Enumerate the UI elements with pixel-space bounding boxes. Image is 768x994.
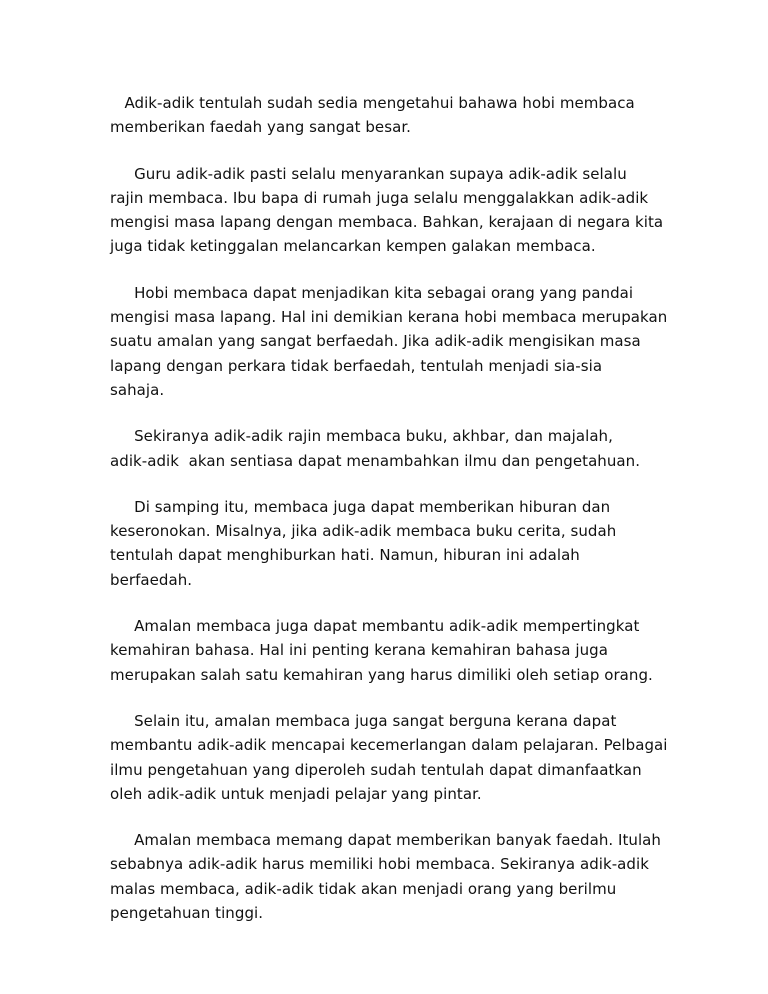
paragraph-5 bbox=[110, 495, 670, 592]
text-line: mengisi masa lapang dengan membaca. Bahkan, kerajaan di negara kita bbox=[110, 213, 664, 232]
text-line: Sekiranya adik-adik rajin membaca buku, akhbar, dan majalah, bbox=[110, 427, 613, 446]
text-line: adik-adik akan sentiasa dapat menambahkan ilmu dan pengetahuan. bbox=[110, 451, 641, 470]
text-line: memberikan faedah yang sangat besar. bbox=[110, 118, 411, 137]
text-line: kemahiran bahasa. Hal ini penting kerana kemahiran bahasa juga bbox=[110, 641, 608, 660]
text-line: Amalan membaca juga dapat membantu adik-adik mempertingkat bbox=[110, 617, 640, 636]
text-line: merupakan salah satu kemahiran yang harus dimiliki oleh setiap orang. bbox=[110, 665, 653, 684]
text-line: Guru adik-adik pasti selalu menyarankan supaya adik-adik selalu bbox=[110, 164, 627, 183]
text-line: Amalan membaca memang dapat memberikan banyak faedah. Itulah bbox=[110, 831, 661, 850]
text-line: oleh adik-adik untuk menjadi pelajar yang pintar. bbox=[110, 784, 482, 803]
text-line: tentulah dapat menghiburkan hati. Namun, hiburan ini adalah bbox=[110, 546, 580, 565]
paragraph-1 bbox=[110, 91, 670, 140]
paragraph-7 bbox=[110, 709, 670, 806]
text-line: Di samping itu, membaca juga dapat memberikan hiburan dan bbox=[110, 497, 611, 516]
text-line: berfaedah. bbox=[110, 570, 193, 589]
document-body bbox=[110, 91, 670, 947]
paragraph-6 bbox=[110, 614, 670, 687]
paragraph-2 bbox=[110, 162, 670, 259]
text-line: suatu amalan yang sangat berfaedah. Jika adik-adik mengisikan masa bbox=[110, 332, 641, 351]
text-line: juga tidak ketinggalan melancarkan kempen galakan membaca. bbox=[110, 237, 596, 256]
text-line: membantu adik-adik mencapai kecemerlangan dalam pelajaran. Pelbagai bbox=[110, 736, 668, 755]
text-line: lapang dengan perkara tidak berfaedah, tentulah menjadi sia-sia bbox=[110, 356, 603, 375]
text-line: rajin membaca. Ibu bapa di rumah juga selalu menggalakkan adik-adik bbox=[110, 188, 649, 207]
text-line: Selain itu, amalan membaca juga sangat berguna kerana dapat bbox=[110, 711, 617, 730]
text-line: keseronokan. Misalnya, jika adik-adik membaca buku cerita, sudah bbox=[110, 522, 617, 541]
text-line: Hobi membaca dapat menjadikan kita sebagai orang yang pandai bbox=[110, 283, 634, 302]
text-line: sahaja. bbox=[110, 380, 165, 399]
text-line: pengetahuan tinggi. bbox=[110, 904, 264, 923]
text-line: sebabnya adik-adik harus memiliki hobi membaca. Sekiranya adik-adik bbox=[110, 855, 649, 874]
paragraph-4 bbox=[110, 424, 670, 473]
text-line: Adik-adik tentulah sudah sedia mengetahui bahawa hobi membaca bbox=[110, 94, 635, 112]
paragraph-8 bbox=[110, 828, 670, 925]
text-line: malas membaca, adik-adik tidak akan menjadi orang yang berilmu bbox=[110, 879, 617, 898]
text-line: mengisi masa lapang. Hal ini demikian kerana hobi membaca merupakan bbox=[110, 308, 668, 327]
paragraph-3 bbox=[110, 281, 670, 402]
text-line: ilmu pengetahuan yang diperoleh sudah tentulah dapat dimanfaatkan bbox=[110, 760, 642, 779]
